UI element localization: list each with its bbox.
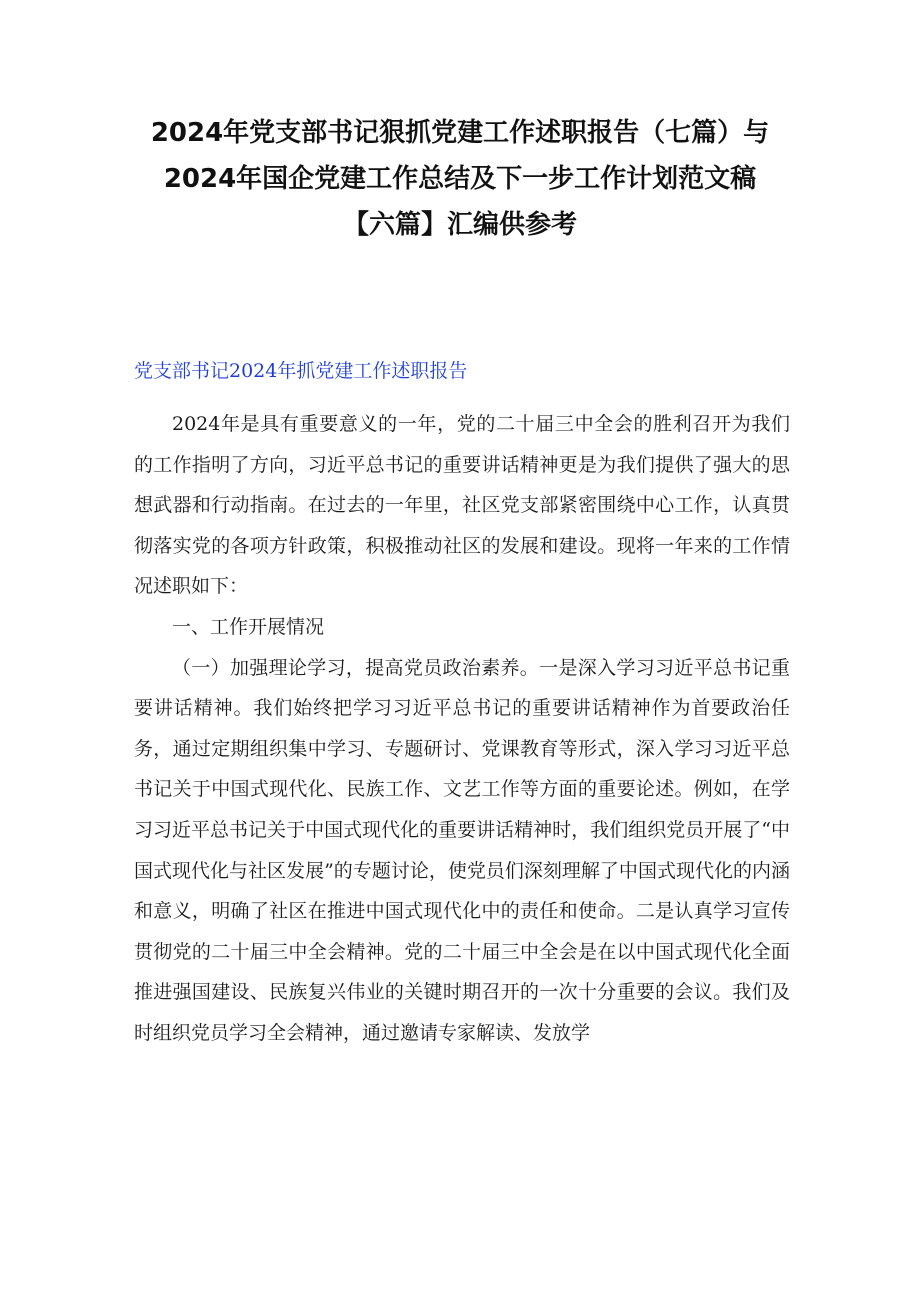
paragraph-intro: 2024年是具有重要意义的一年，党的二十届三中全会的胜利召开为我们的工作指明了方向，习近平总书记的重要讲话精神更是为我们提供了强大的思想武器和行动指南。在过去的一年里，社区党支部紧密围绕中心工作，认真贯彻落实党的各项方针政策，积极推动社区的发展和建设。现将一年来的工作情况述职如下： <box>134 413 790 598</box>
section-title-link[interactable]: 党支部书记2024年抓党建工作述职报告 <box>134 360 468 382</box>
document-title <box>100 110 820 248</box>
paragraph-theory-study: （一）加强理论学习，提高党员政治素养。一是深入学习习近平总书记重要讲话精神。我们始终把学习习近平总书记的重要讲话精神作为首要政治任务，通过定期组织集中学习、专题研讨、党课教育等形式，深入学习习近平总书记关于中国式现代化、民族工作、文艺工作等方面的重要论述。例如，在学习习近平总书记关于中国式现代化的重要讲话精神时，我们组织党员开展了“中国式现代化与社区发展”的专题讨论，使党员们深刻理解了中国式现代化的内涵和意义，明确了社区在推进中国式现代化中的责任和使命。二是认真学习宣传贯彻党的二十届三中全会精神。党的二十届三中全会是在以中国式现代化全面推进强国建设、民族复兴伟业的关键时期召开的一次十分重要的会议。我们及时组织党员学习全会精神，通过邀请专家解读、发放学 <box>134 656 790 1044</box>
document-body <box>134 404 790 1054</box>
title-line-1: 2024年党支部书记狠抓党建工作述职报告（七篇）与 <box>150 118 770 148</box>
section-heading-work-status: 一、工作开展情况 <box>172 615 325 638</box>
title-line-2: 2024年国企党建工作总结及下一步工作计划范文稿 <box>163 164 757 194</box>
title-line-3: 【六篇】汇编供参考 <box>342 210 577 240</box>
